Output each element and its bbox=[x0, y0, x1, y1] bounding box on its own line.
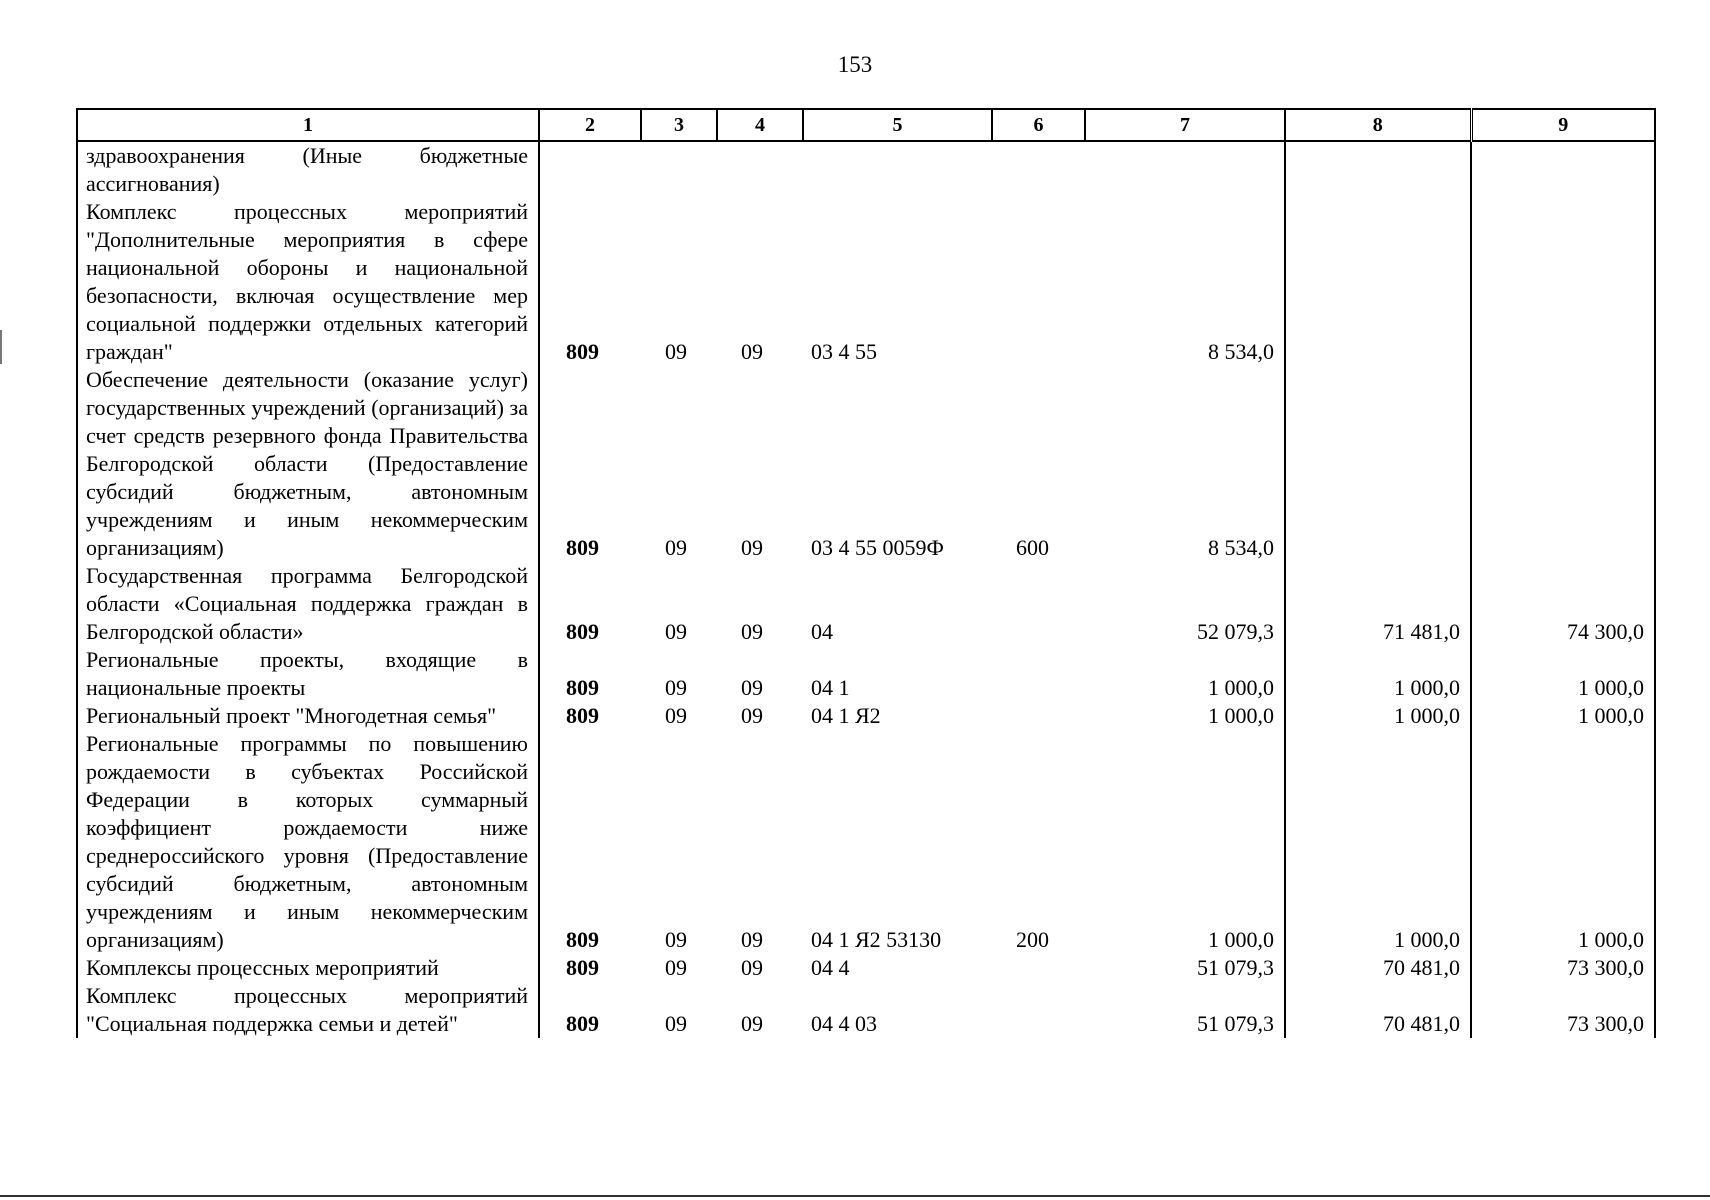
row-amount-year-1: 1 000,0 bbox=[1085, 730, 1285, 954]
row-target-article: 04 4 03 bbox=[811, 1011, 877, 1036]
row-expense-type bbox=[992, 646, 1085, 702]
row-section-code: 09 bbox=[665, 339, 687, 364]
table-row bbox=[77, 141, 1655, 198]
column-header-6: 6 bbox=[992, 109, 1085, 141]
row-subsection-code: 09 bbox=[741, 955, 763, 980]
table-header-row bbox=[77, 109, 1655, 141]
table-row bbox=[77, 954, 1655, 982]
row-subsection-code: 09 bbox=[741, 675, 763, 700]
column-header-4: 4 bbox=[717, 109, 803, 141]
row-target-article: 03 4 55 bbox=[811, 339, 877, 364]
row-expense-type bbox=[992, 982, 1085, 1038]
row-subsection-code: 09 bbox=[741, 927, 763, 952]
row-description: Региональные проекты, входящие в национальные проекты bbox=[77, 646, 539, 702]
row-amount-year-1 bbox=[1085, 141, 1285, 198]
row-amount-year-1: 52 079,3 bbox=[1085, 562, 1285, 646]
row-subsection-code: 09 bbox=[741, 703, 763, 728]
row-gl-code: 809 bbox=[566, 675, 599, 700]
column-header-9: 9 bbox=[1471, 109, 1655, 141]
row-amount-year-1: 51 079,3 bbox=[1085, 954, 1285, 982]
column-header-5: 5 bbox=[803, 109, 992, 141]
row-amount-year-3: 73 300,0 bbox=[1471, 982, 1655, 1038]
row-target-article: 04 4 bbox=[811, 955, 850, 980]
row-subsection-code bbox=[717, 141, 803, 198]
row-description: Обеспечение деятельности (оказание услуг) государственных учреждений (организаций) за счет средств резервного фонда Правительства Белгородской области (Предоставление субсидий бюджетным, автономным учреждениям и иным некоммерческим организациям) bbox=[77, 366, 539, 562]
row-target-article bbox=[803, 141, 992, 198]
row-target-article: 03 4 55 0059Ф bbox=[811, 535, 944, 560]
row-amount-year-2 bbox=[1285, 366, 1471, 562]
row-description: Региональный проект "Многодетная семья" bbox=[77, 702, 539, 730]
page-bottom-edge bbox=[0, 1195, 1710, 1197]
column-header-8: 8 bbox=[1285, 109, 1471, 141]
column-header-7: 7 bbox=[1085, 109, 1285, 141]
row-amount-year-1: 51 079,3 bbox=[1085, 982, 1285, 1038]
row-description: Комплекс процессных мероприятий "Социальная поддержка семьи и детей" bbox=[77, 982, 539, 1038]
row-amount-year-3 bbox=[1471, 366, 1655, 562]
row-description: Государственная программа Белгородской области «Социальная поддержка граждан в Белгородской области» bbox=[77, 562, 539, 646]
row-expense-type bbox=[992, 702, 1085, 730]
row-gl-code: 809 bbox=[566, 1011, 599, 1036]
row-amount-year-2: 71 481,0 bbox=[1285, 562, 1471, 646]
row-gl-code: 809 bbox=[566, 619, 599, 644]
row-description: Региональные программы по повышению рождаемости в субъектах Российской Федерации в которых суммарный коэффициент рождаемости ниже среднероссийского уровня (Предоставление субсидий бюджетным, автономным учреждениям и иным некоммерческим организациям) bbox=[77, 730, 539, 954]
row-description: Комплекс процессных мероприятий "Дополнительные мероприятия в сфере национальной обороны и национальной безопасности, включая осуществление мер социальной поддержки отдельных категорий граждан" bbox=[77, 198, 539, 366]
row-section-code: 09 bbox=[665, 927, 687, 952]
row-amount-year-1: 8 534,0 bbox=[1085, 198, 1285, 366]
row-subsection-code: 09 bbox=[741, 339, 763, 364]
row-amount-year-2: 1 000,0 bbox=[1285, 730, 1471, 954]
row-section-code bbox=[641, 141, 717, 198]
column-header-1: 1 bbox=[77, 109, 539, 141]
row-amount-year-3 bbox=[1471, 198, 1655, 366]
table-row bbox=[77, 730, 1655, 954]
row-expense-type bbox=[992, 562, 1085, 646]
row-target-article: 04 1 Я2 53130 bbox=[811, 927, 942, 952]
row-target-article: 04 1 Я2 bbox=[811, 703, 881, 728]
row-amount-year-3 bbox=[1471, 141, 1655, 198]
row-target-article: 04 bbox=[811, 619, 833, 644]
row-section-code: 09 bbox=[665, 1011, 687, 1036]
row-amount-year-2 bbox=[1285, 198, 1471, 366]
row-section-code: 09 bbox=[665, 535, 687, 560]
row-amount-year-3: 1 000,0 bbox=[1471, 646, 1655, 702]
page-number: 153 bbox=[837, 52, 873, 77]
row-expense-type: 200 bbox=[1016, 927, 1049, 952]
row-subsection-code: 09 bbox=[741, 619, 763, 644]
row-expense-type bbox=[992, 141, 1085, 198]
row-amount-year-2: 1 000,0 bbox=[1285, 646, 1471, 702]
row-amount-year-1: 1 000,0 bbox=[1085, 702, 1285, 730]
row-amount-year-1: 1 000,0 bbox=[1085, 646, 1285, 702]
row-expense-type: 600 bbox=[1016, 535, 1049, 560]
row-subsection-code: 09 bbox=[741, 1011, 763, 1036]
row-gl-code bbox=[539, 141, 641, 198]
row-expense-type bbox=[992, 198, 1085, 366]
table-row bbox=[77, 366, 1655, 562]
row-amount-year-3: 1 000,0 bbox=[1471, 702, 1655, 730]
row-amount-year-2: 1 000,0 bbox=[1285, 702, 1471, 730]
scan-margin-mark bbox=[0, 330, 2, 364]
row-gl-code: 809 bbox=[566, 703, 599, 728]
table-row bbox=[77, 198, 1655, 366]
row-amount-year-2: 70 481,0 bbox=[1285, 954, 1471, 982]
table-row bbox=[77, 702, 1655, 730]
row-subsection-code: 09 bbox=[741, 535, 763, 560]
row-description: Комплексы процессных мероприятий bbox=[77, 954, 539, 982]
row-amount-year-1: 8 534,0 bbox=[1085, 366, 1285, 562]
row-target-article: 04 1 bbox=[811, 675, 850, 700]
row-section-code: 09 bbox=[665, 703, 687, 728]
row-gl-code: 809 bbox=[566, 927, 599, 952]
budget-table bbox=[76, 108, 1656, 1038]
row-gl-code: 809 bbox=[566, 955, 599, 980]
row-amount-year-3: 74 300,0 bbox=[1471, 562, 1655, 646]
row-section-code: 09 bbox=[665, 955, 687, 980]
row-amount-year-3: 1 000,0 bbox=[1471, 730, 1655, 954]
row-amount-year-2: 70 481,0 bbox=[1285, 982, 1471, 1038]
column-header-2: 2 bbox=[539, 109, 641, 141]
row-amount-year-3: 73 300,0 bbox=[1471, 954, 1655, 982]
row-description: здравоохранения (Иные бюджетные ассигнования) bbox=[77, 141, 539, 198]
table-row bbox=[77, 646, 1655, 702]
row-section-code: 09 bbox=[665, 619, 687, 644]
row-amount-year-2 bbox=[1285, 141, 1471, 198]
row-gl-code: 809 bbox=[566, 535, 599, 560]
table-row bbox=[77, 982, 1655, 1038]
row-gl-code: 809 bbox=[566, 339, 599, 364]
column-header-3: 3 bbox=[641, 109, 717, 141]
row-expense-type bbox=[992, 954, 1085, 982]
budget-table-container bbox=[76, 108, 1654, 1038]
table-row bbox=[77, 562, 1655, 646]
row-section-code: 09 bbox=[665, 675, 687, 700]
